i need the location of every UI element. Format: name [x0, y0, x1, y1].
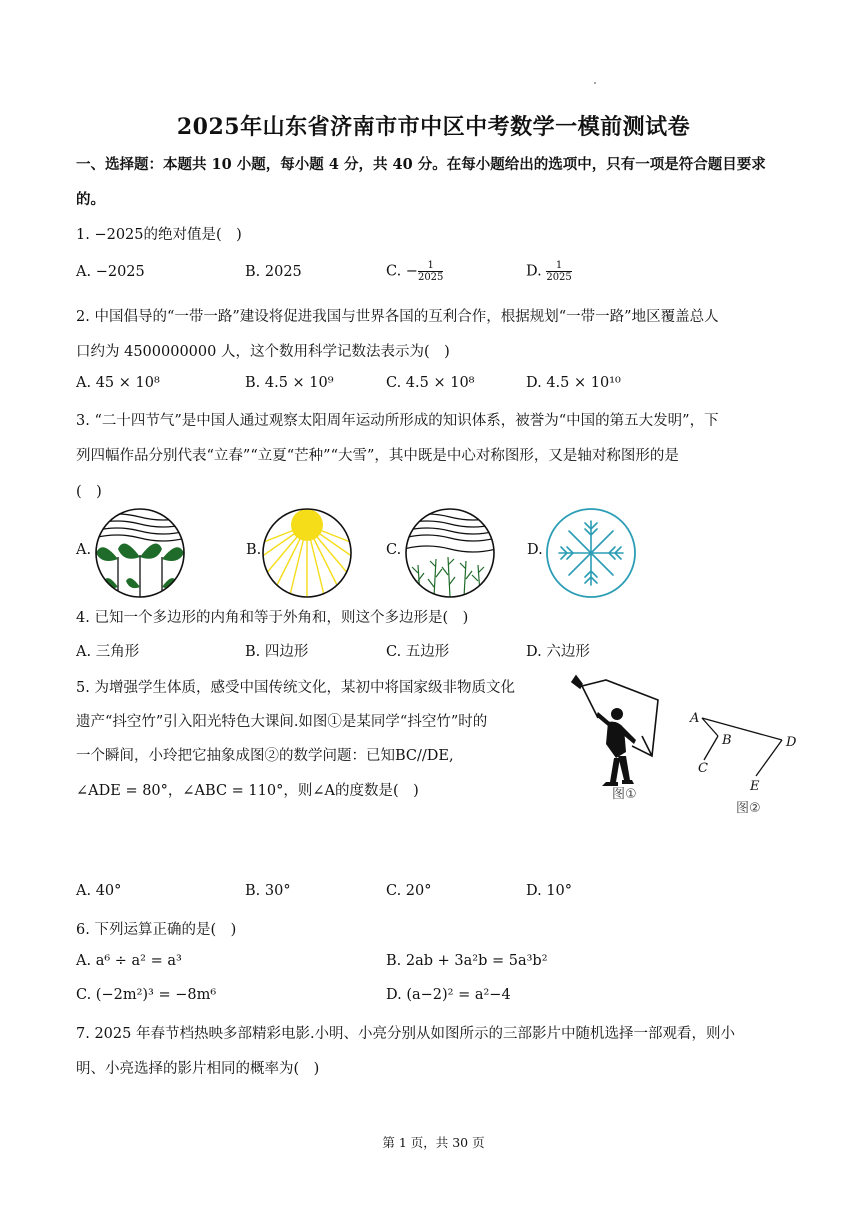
q5-point-e: E	[750, 779, 760, 794]
q2-option-c: C. 4.5 × 10⁸	[386, 375, 475, 391]
q3-line1: 3. “二十四节气”是中国人通过观察太阳周年运动所形成的知识体系，被誉为“中国的第五大发明”，下	[76, 413, 719, 429]
q4-option-d: D. 六边形	[526, 644, 590, 660]
q4-option-a: A. 三角形	[76, 644, 140, 660]
lixia-sun-icon	[261, 507, 353, 599]
q4-option-c: C. 五边形	[386, 644, 450, 660]
q5-option-c: C. 20°	[386, 883, 432, 899]
scan-dot	[594, 82, 596, 84]
section-heading-line1: 一、选择题：本题共 10 小题，每小题 4 分，共 40 分。在每小题给出的选项中，只有一项是符合题目要求	[76, 156, 766, 173]
q6-option-c: C. (−2m²)³ = −8m⁶	[76, 987, 217, 1003]
q1-option-d-prefix: D.	[526, 263, 547, 280]
q1-option-d-denominator: 2025	[546, 272, 572, 283]
q1-option-c-prefix: C. −	[386, 263, 418, 280]
q5-option-b: B. 30°	[245, 883, 291, 899]
mangzhong-wheat-icon	[404, 507, 496, 599]
q1-option-c-numerator: 1	[418, 260, 443, 272]
q5-line2: 遗产“抖空竹”引入阳光特色大课间.如图①是某同学“抖空竹”时的	[76, 714, 488, 730]
q1-option-c-fraction	[418, 260, 443, 283]
q1-option-d	[526, 260, 572, 283]
q2-line2: 口约为 4500000000 人，这个数用科学记数法表示为( )	[76, 344, 450, 360]
q2-option-a: A. 45 × 10⁸	[76, 375, 160, 391]
exam-title: 2025年山东省济南市市中区中考数学一模前测试卷	[176, 114, 691, 140]
q5-fig2-caption: 图②	[736, 801, 761, 816]
q1-option-c-denominator: 2025	[417, 272, 444, 283]
q1-option-d-fraction	[546, 260, 571, 283]
q6-option-d: D. (a−2)² = a²−4	[386, 987, 511, 1003]
q5-option-a: A. 40°	[76, 883, 122, 899]
page-footer: 第 1 页，共 30 页	[382, 1135, 485, 1150]
q6-stem: 6. 下列运算正确的是( )	[76, 922, 237, 938]
q1-option-c	[386, 260, 443, 283]
q2-option-d: D. 4.5 × 10¹⁰	[526, 375, 621, 391]
q5-point-a: A	[690, 711, 700, 726]
q1-option-a: A. −2025	[76, 264, 145, 280]
q5-point-d: D	[786, 735, 797, 750]
q4-option-b: B. 四边形	[245, 644, 309, 660]
q4-stem: 4. 已知一个多边形的内角和等于外角和，则这个多边形是( )	[76, 610, 469, 626]
section-heading-line2: 的。	[76, 191, 105, 208]
q1-option-d-numerator: 1	[546, 260, 571, 272]
q5-option-d: D. 10°	[526, 883, 573, 899]
q5-line4: ∠ADE = 80°，∠ABC = 110°，则∠A的度数是( )	[76, 783, 419, 799]
q3-option-a-label: A.	[76, 542, 92, 558]
q1-option-b: B. 2025	[245, 264, 302, 280]
daxue-snowflake-icon	[545, 507, 637, 599]
q7-line2: 明、小亮选择的影片相同的概率为( )	[76, 1061, 320, 1077]
q3-line2: 列四幅作品分别代表“立春”“立夏“芒种”“大雪”，其中既是中心对称图形，又是轴对称图形的是	[76, 448, 679, 464]
q3-line3: ( )	[76, 484, 102, 500]
q7-line1: 7. 2025 年春节档热映多部精彩电影.小明、小亮分别从如图所示的三部影片中随机选择一部观看，则小	[76, 1026, 736, 1042]
q2-option-b: B. 4.5 × 10⁹	[245, 375, 334, 391]
q6-option-a: A. a⁶ ÷ a² = a³	[76, 953, 182, 969]
q3-option-c-label: C.	[386, 542, 402, 558]
q5-line3: 一个瞬间，小玲把它抽象成图②的数学问题：已知BC//DE,	[76, 748, 454, 764]
diabolo-player-figure	[568, 674, 668, 806]
q5-point-b: B	[722, 733, 732, 748]
q5-line1: 5. 为增强学生体质，感受中国传统文化，某初中将国家级非物质文化	[76, 680, 515, 696]
q5-point-c: C	[698, 761, 708, 776]
q6-option-b: B. 2ab + 3a²b = 5a³b²	[386, 953, 548, 969]
q3-option-d-label: D.	[527, 542, 543, 558]
q2-line1: 2. 中国倡导的“一带一路”建设将促进我国与世界各国的互利合作，根据规划“一带一路”地区覆盖总人	[76, 309, 719, 325]
q5-fig1-caption: 图①	[612, 787, 637, 802]
geometry-figure	[686, 704, 806, 816]
q1-stem: 1. −2025的绝对值是( )	[76, 227, 242, 243]
lichun-seedling-icon	[94, 507, 186, 599]
q3-option-b-label: B.	[246, 542, 262, 558]
